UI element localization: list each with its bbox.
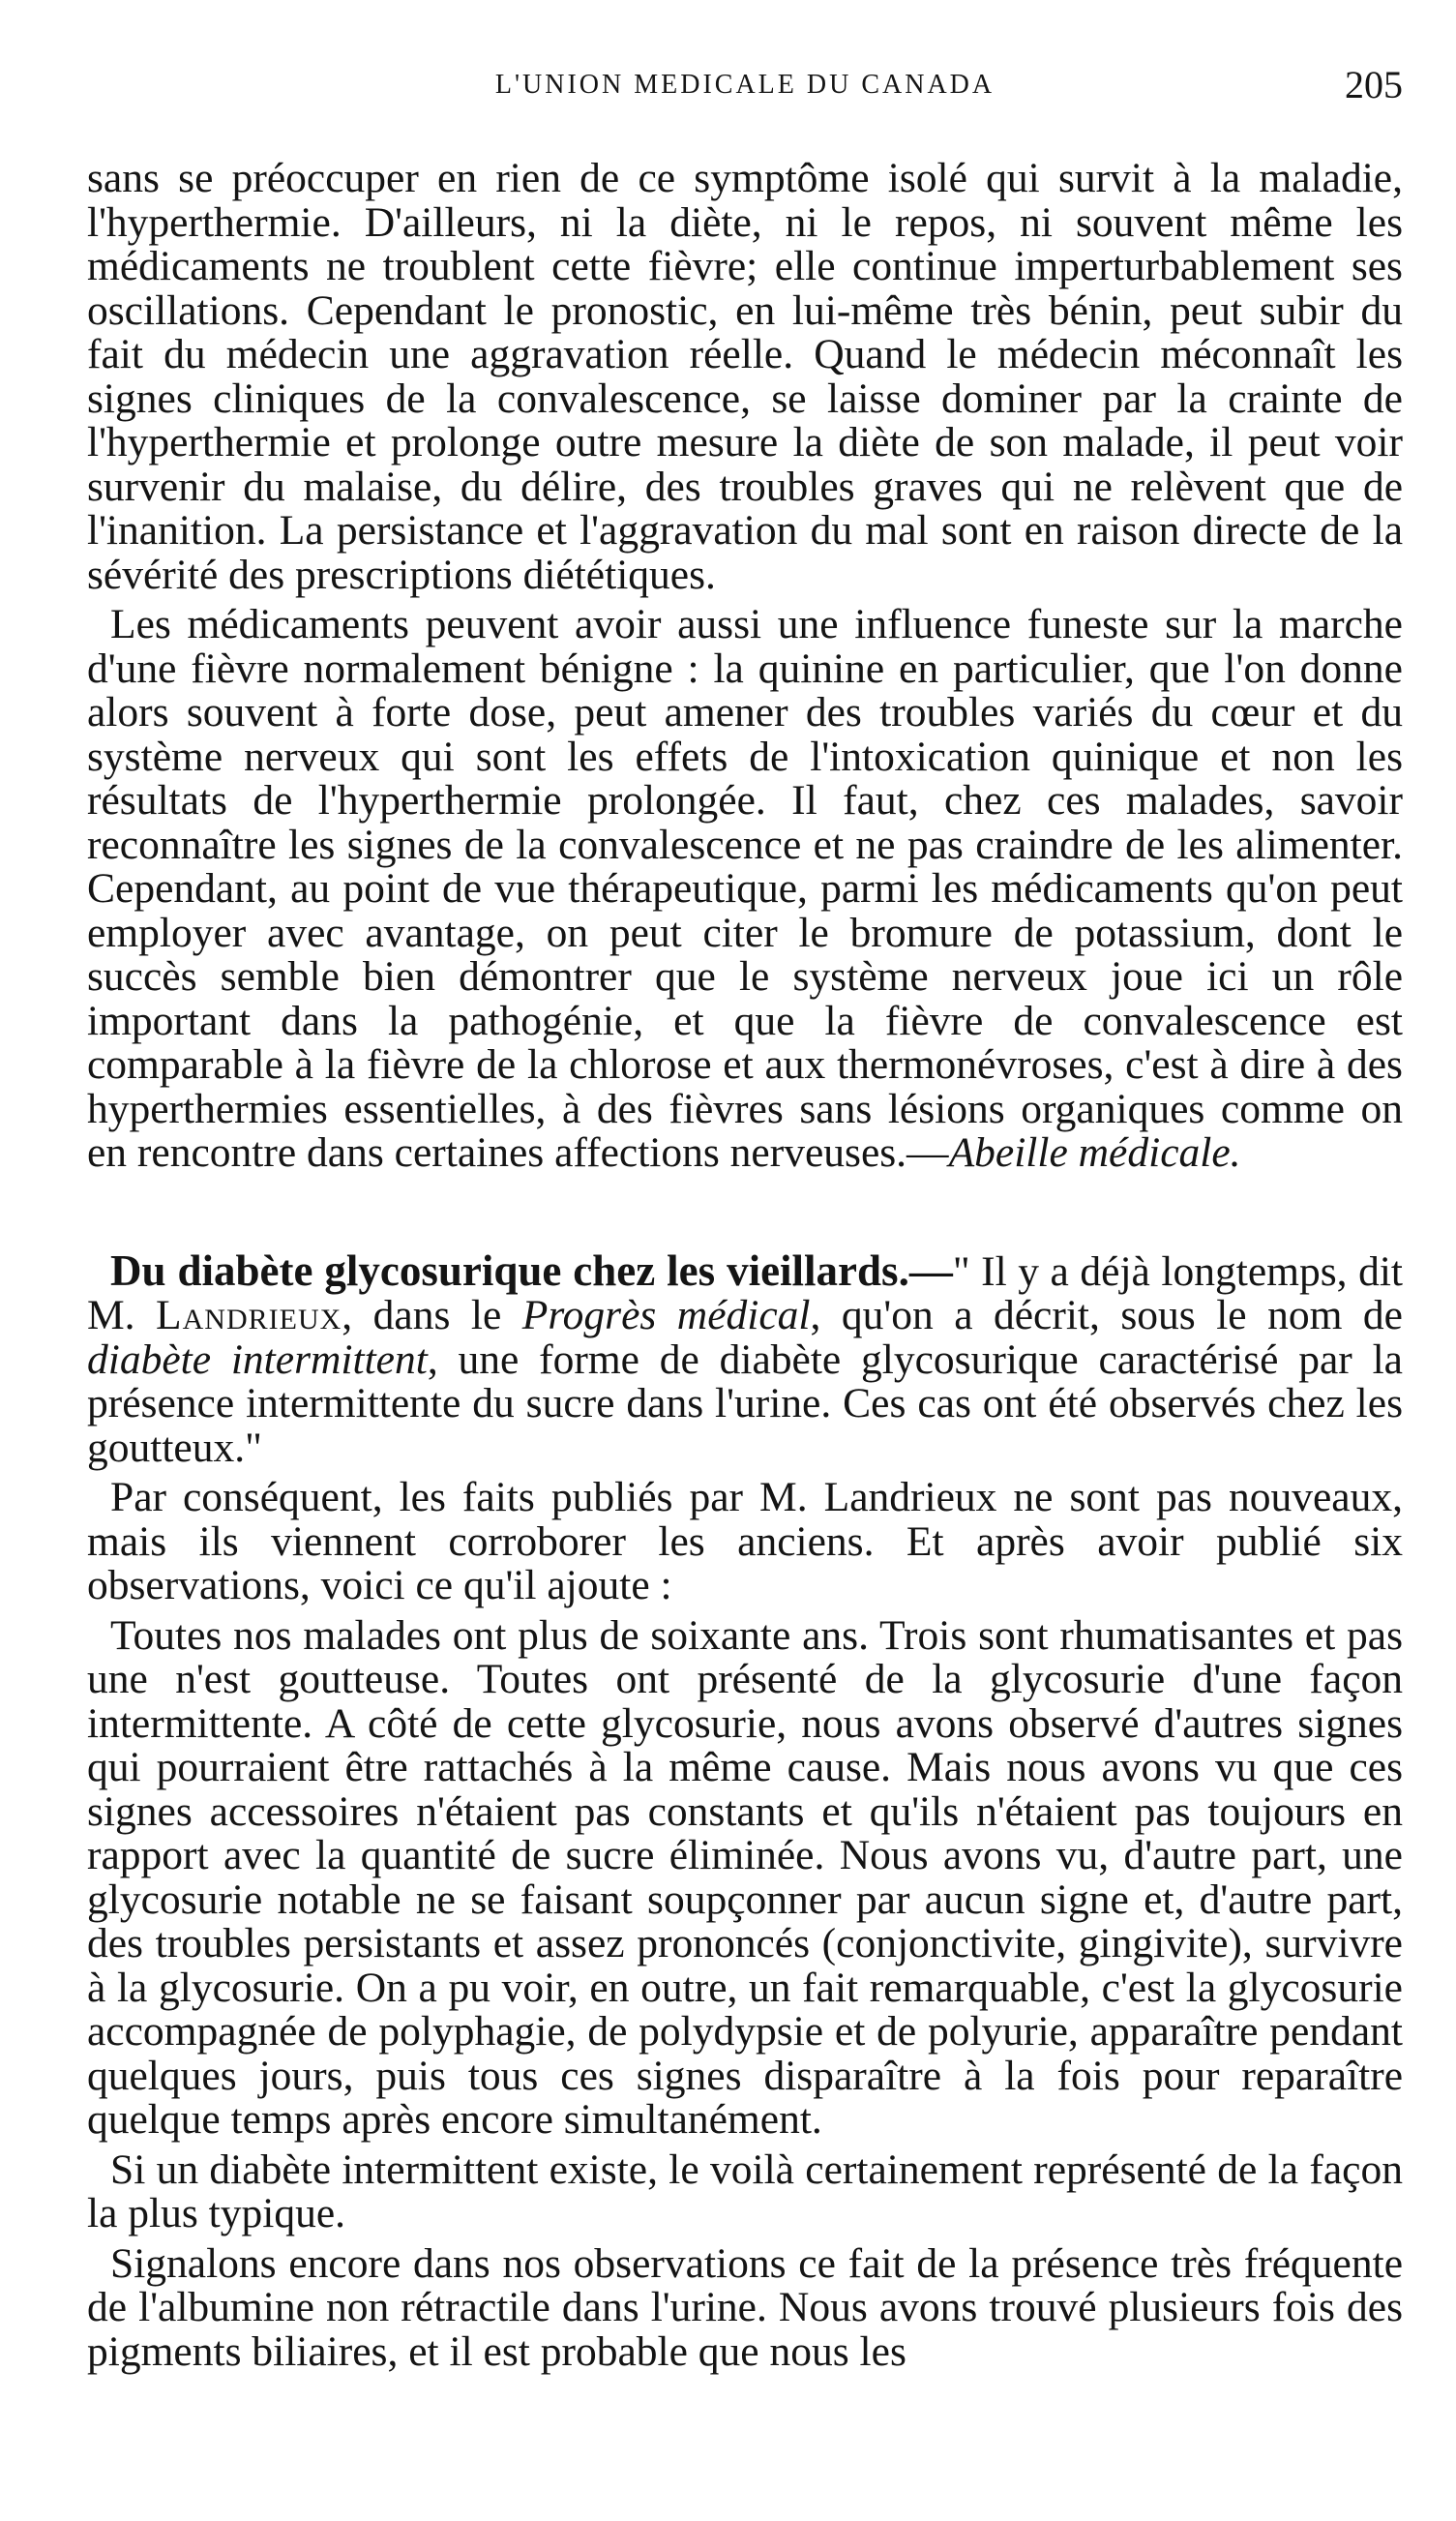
article2-p1-part-d: , une forme de diabète glycosurique caractérisé par la présence intermittente du sucre dans l'urine. Ces cas ont été observés chez les goutteux." [87, 1336, 1403, 1471]
article2-author: Landrieux [156, 1292, 342, 1338]
running-head [87, 58, 1403, 116]
article2-paragraph-5: Signalons encore dans nos observations ce fait de la présence très fréquente de l'albumine non rétractile dans l'urine. Nous avons trouvé plusieurs fois des pigments biliaires, et il est probable que nous les [87, 2239, 1403, 2375]
article2-p1-part-a: " Il y a déjà longtemps, dit M. [87, 1247, 1403, 1338]
article2-journal: Progrès médical [521, 1292, 811, 1338]
article2-p1-part-b: , dans le [342, 1292, 522, 1338]
journal-page [87, 58, 1403, 2380]
article2-term: diabète intermittent [87, 1336, 428, 1383]
running-title: L'UNION MEDICALE DU CANADA [494, 70, 995, 100]
article1-paragraph-2-text: Les médicaments peuvent avoir aussi une influence funeste sur la marche d'une fièvre normalement bénigne : la quinine en particulier, que l'on donne alors souvent à forte dose, peut amener des troubles variés du cœur et du système nerveux qui sont les effets de l'intoxication quinique et non les résultats de l'hyperthermie prolongée. Il faut, chez ces malades, savoir reconnaître les signes de la convalescence et ne pas craindre de les alimenter. Cependant, au point de vue thérapeutique, parmi les médicaments qu'on peut employer avec avantage, on peut citer le bromure de potassium, dont le succès semble bien démontrer que le système nerveux joue ici un rôle important dans la pathogénie, et que la fièvre de convalescence est comparable à la fièvre de la chlorose et aux thermonévroses, c'est à dire à des hyperthermies essentielles, à des fièvres sans lésions organiques comme on en rencontre dans certaines affections nerveuses.— [87, 601, 1403, 1176]
article1-source: Abeille médicale. [948, 1129, 1241, 1176]
article1-paragraph-2 [87, 603, 1403, 1176]
page-number: 205 [1345, 63, 1403, 106]
article2-paragraph-2: Par conséquent, les faits publiés par M. Landrieux ne sont pas nouveaux, mais ils viennent corroborer les anciens. Et après avoir publié six observations, voici ce qu'il ajoute : [87, 1474, 1403, 1608]
body-text [87, 157, 1403, 2374]
section-gap [87, 1182, 1403, 1249]
article1-paragraph-1: sans se préoccuper en rien de ce symptôme isolé qui survit à la maladie, l'hyperthermie. D'ailleurs, ni la diète, ni le repos, ni souvent même les médicaments ne troublent cette fièvre; elle continue imperturbablement ses oscillations. Cependant le pronostic, en lui-même très bénin, peut subir du fait du médecin une aggravation réelle. Quand le médecin méconnaît les signes cliniques de la convalescence, se laisse dominer par la crainte de l'hyperthermie et prolonge outre mesure la diète de son malade, il peut voir survenir du malaise, du délire, des troubles graves qui ne relèvent que de l'inanition. La persistance et l'aggravation du mal sont en raison directe de la sévérité des prescriptions diététiques. [87, 155, 1403, 598]
article2-paragraph-4: Si un diabète intermittent existe, le voilà certainement représenté de la façon la plus typique. [87, 2146, 1403, 2236]
article2-heading: Du diabète glycosurique chez les vieillards.— [110, 1245, 953, 1295]
article2-paragraph-3: Toutes nos malades ont plus de soixante ans. Trois sont rhumatisantes et pas une n'est goutteuse. Toutes ont présenté de la glycosurie d'une façon intermittente. A côté de cette glycosurie, nous avons observé d'autres signes qui pourraient être rattachés à la même cause. Mais nous avons vu que ces signes accessoires n'étaient pas constants et qu'ils n'étaient pas toujours en rapport avec la quantité de sucre éliminée. Nous avons vu, d'autre part, une glycosurie notable ne se faisant soupçonner par aucun signe et, d'autre part, des troubles persistants et assez prononcés (conjonctivite, gingivite), survivre à la glycosurie. On a pu voir, en outre, un fait remarquable, c'est la glycosurie accompagnée de polyphagie, de polydypsie et de polyurie, apparaître pendant quelques jours, puis tous ces signes disparaître à la fois pour reparaître quelque temps après encore simultanément. [87, 1611, 1403, 2143]
article2-paragraph-1 [87, 1245, 1403, 1471]
article2-p1-part-c: , qu'on a décrit, sous le nom de [810, 1292, 1403, 1338]
